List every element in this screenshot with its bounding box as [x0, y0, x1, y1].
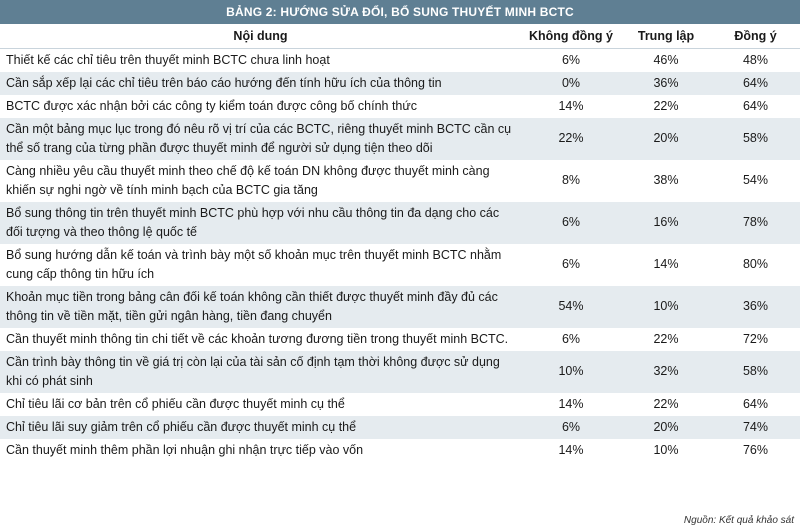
- row-neutral: 20%: [653, 131, 679, 145]
- row-neutral: 38%: [653, 173, 679, 187]
- row-disagree: 54%: [558, 299, 584, 313]
- row-content: Bổ sung hướng dẫn kế toán và trình bày một số khoản mục trên thuyết minh BCTC nhằm cung cấp thông tin hữu ích: [6, 247, 502, 281]
- header-neutral: Trung lập: [621, 24, 711, 49]
- row-content: BCTC được xác nhận bởi các công ty kiểm toán được công bố chính thức: [6, 98, 417, 113]
- row-disagree: 22%: [558, 131, 584, 145]
- row-agree: 54%: [742, 173, 769, 187]
- row-agree: 64%: [742, 75, 769, 90]
- table-row: [0, 202, 800, 244]
- table-row: [0, 439, 800, 462]
- row-disagree: 6%: [561, 52, 581, 67]
- table-row: [0, 416, 800, 439]
- row-agree: 58%: [742, 131, 769, 145]
- table-row: [0, 286, 800, 328]
- row-agree: 58%: [742, 364, 769, 378]
- row-agree: 64%: [742, 98, 769, 113]
- table-row: [0, 393, 800, 416]
- row-disagree: 6%: [561, 419, 581, 434]
- table-row: [0, 351, 800, 393]
- row-neutral: 22%: [653, 98, 679, 113]
- row-agree: 36%: [742, 299, 769, 313]
- row-neutral: 22%: [653, 331, 679, 346]
- row-neutral: 10%: [653, 299, 679, 313]
- row-disagree: 10%: [558, 364, 584, 378]
- row-agree: 74%: [742, 419, 769, 434]
- header-disagree: Không đồng ý: [521, 24, 621, 49]
- row-content: Khoản mục tiền trong bảng cân đối kế toán không cần thiết được thuyết minh đầy đủ các thông tin về tiền mặt, tiền gửi ngân hàng, tiền đang chuyển: [6, 289, 498, 323]
- row-agree: 64%: [742, 396, 769, 411]
- table-row: [0, 95, 800, 118]
- survey-table: [0, 24, 800, 462]
- table-row: [0, 160, 800, 202]
- row-content: Bổ sung thông tin trên thuyết minh BCTC phù hợp với nhu cầu thông tin đa dạng cho các đối tượng và theo thông lệ quốc tế: [6, 205, 500, 239]
- row-neutral: 14%: [653, 257, 679, 271]
- row-content: Cần sắp xếp lại các chỉ tiêu trên báo cáo hướng đến tính hữu ích của thông tin: [6, 75, 442, 90]
- row-disagree: 14%: [558, 98, 584, 113]
- header-row: [0, 24, 800, 49]
- row-agree: 76%: [742, 442, 769, 457]
- row-agree: 48%: [742, 52, 769, 67]
- table-title: BẢNG 2: HƯỚNG SỬA ĐỔI, BỔ SUNG THUYẾT MINH BCTC: [0, 0, 800, 24]
- row-agree: 80%: [742, 257, 769, 271]
- row-agree: 78%: [742, 215, 769, 229]
- row-content: Cần một bảng mục lục trong đó nêu rõ vị trí của các BCTC, riêng thuyết minh BCTC cần cụ thể số trang của từng phần được thuyết minh để người sử dụng tiện theo dõi: [6, 121, 512, 155]
- row-content: Càng nhiều yêu cầu thuyết minh theo chế độ kế toán DN không được thuyết minh càng khiến sự nghi ngờ về tính minh bạch của BCTC gia tăng: [6, 163, 490, 197]
- table-row: [0, 72, 800, 95]
- row-neutral: 36%: [653, 75, 679, 90]
- table-row: [0, 49, 800, 72]
- row-content: Cần trình bày thông tin về giá trị còn lại của tài sản cố định tạm thời không được sử dụng khi có phát sinh: [6, 354, 500, 388]
- row-disagree: 6%: [561, 331, 581, 346]
- row-disagree: 8%: [561, 173, 581, 187]
- row-content: Thiết kế các chỉ tiêu trên thuyết minh BCTC chưa linh hoạt: [6, 52, 330, 67]
- table-row: [0, 328, 800, 351]
- row-neutral: 20%: [653, 419, 679, 434]
- row-neutral: 10%: [653, 442, 679, 457]
- row-disagree: 14%: [558, 442, 584, 457]
- row-content: Chỉ tiêu lãi suy giảm trên cổ phiếu cần được thuyết minh cụ thể: [6, 419, 357, 434]
- header-content: Nội dung: [0, 24, 521, 49]
- table-row: [0, 118, 800, 160]
- row-content: Cần thuyết minh thêm phần lợi nhuận ghi nhận trực tiếp vào vốn: [6, 442, 364, 457]
- row-disagree: 0%: [561, 75, 581, 90]
- row-content: Cần thuyết minh thông tin chi tiết về các khoản tương đương tiền trong thuyết minh BCTC.: [6, 331, 509, 346]
- row-disagree: 14%: [558, 396, 584, 411]
- row-neutral: 22%: [653, 396, 679, 411]
- row-neutral: 16%: [653, 215, 679, 229]
- row-disagree: 6%: [561, 257, 581, 271]
- row-content: Chỉ tiêu lãi cơ bản trên cổ phiếu cần được thuyết minh cụ thể: [6, 396, 345, 411]
- row-neutral: 46%: [653, 52, 679, 67]
- row-neutral: 32%: [653, 364, 679, 378]
- table-row: [0, 244, 800, 286]
- row-agree: 72%: [742, 331, 769, 346]
- row-disagree: 6%: [561, 215, 581, 229]
- header-agree: Đồng ý: [711, 24, 800, 49]
- source-note: Nguồn: Kết quả khảo sát: [683, 515, 794, 526]
